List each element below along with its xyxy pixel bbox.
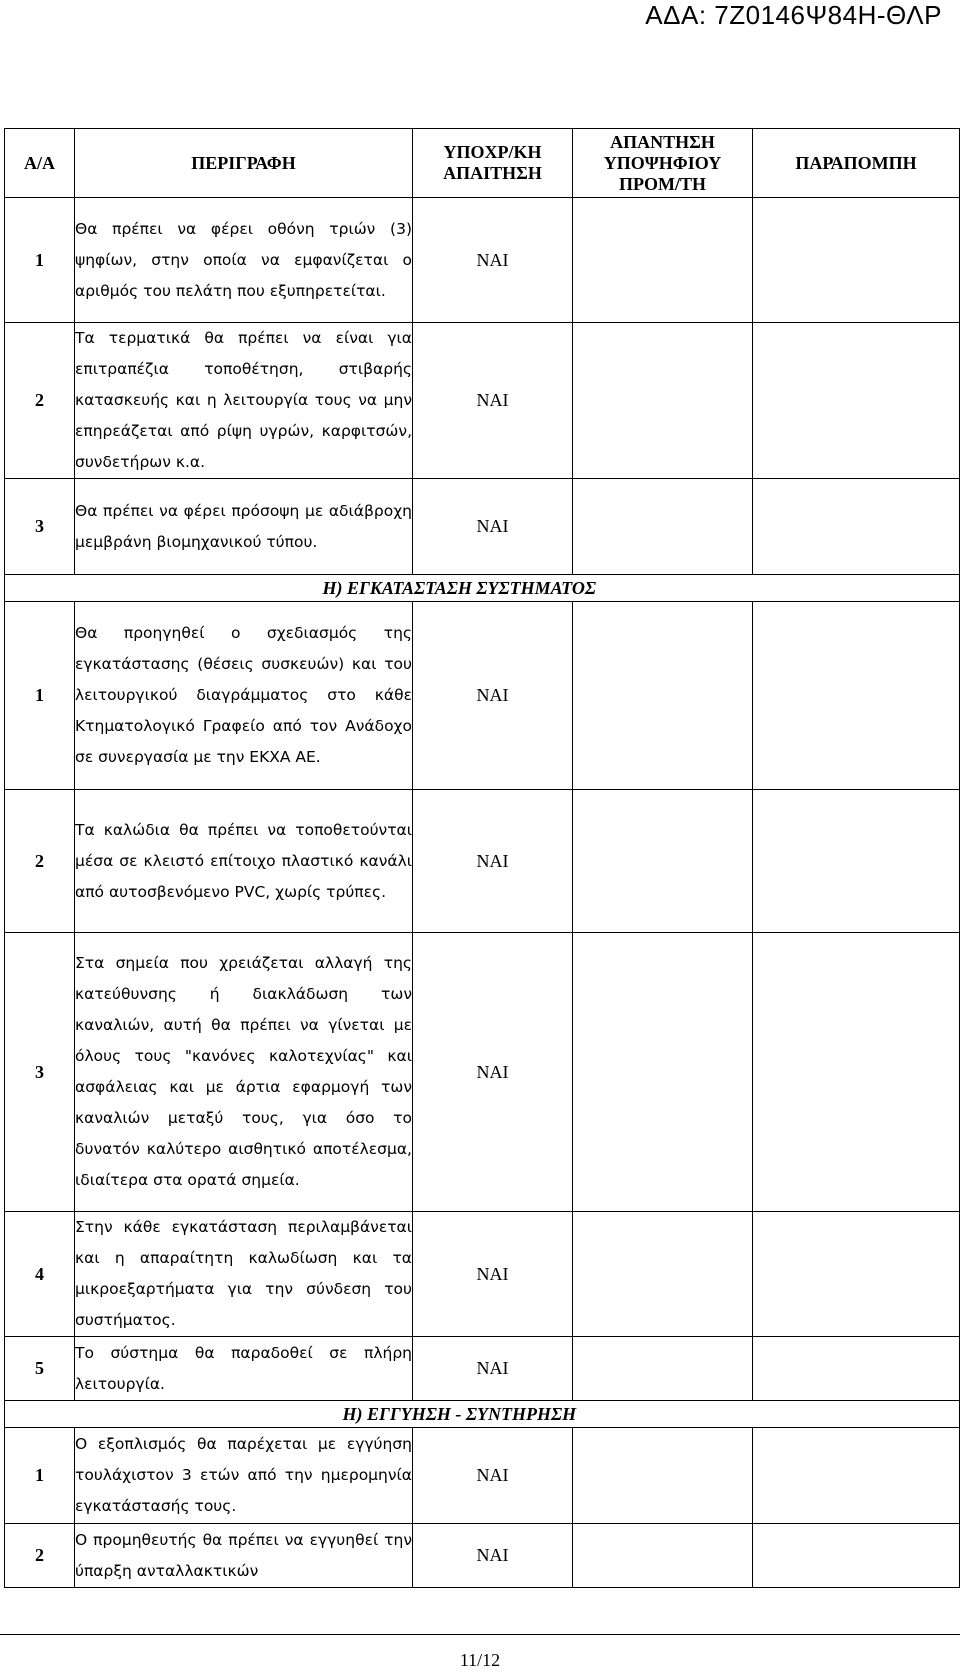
specifications-table bbox=[4, 128, 960, 1588]
table-row bbox=[5, 602, 960, 790]
row-reference-cell bbox=[753, 198, 960, 323]
row-description: Στην κάθε εγκατάσταση περιλαμβάνεται και η απαραίτητη καλωδίωση και τα μικροεξαρτήματα για την σύνδεση του συστήματος. bbox=[75, 1212, 413, 1337]
row-description: Ο εξοπλισμός θα παρέχεται με εγγύηση τουλάχιστον 3 ετών από την ημερομηνία εγκατάστασής τους. bbox=[75, 1428, 413, 1524]
row-answer-cell bbox=[573, 933, 753, 1212]
table-row bbox=[5, 1524, 960, 1588]
row-requirement: ΝΑΙ bbox=[413, 1212, 573, 1337]
row-reference-cell bbox=[753, 1212, 960, 1337]
table-row bbox=[5, 198, 960, 323]
row-number: 2 bbox=[5, 1524, 75, 1588]
row-reference-cell bbox=[753, 602, 960, 790]
section-title-text: Η) ΕΓΓΥΗΣΗ - ΣΥΝΤΗΡΗΣΗ bbox=[342, 1403, 577, 1424]
row-description: Ο προμηθευτής θα πρέπει να εγγυηθεί την ύπαρξη ανταλλακτικών bbox=[75, 1524, 413, 1588]
row-reference-cell bbox=[753, 1524, 960, 1588]
row-requirement: ΝΑΙ bbox=[413, 1524, 573, 1588]
row-answer-cell bbox=[573, 1428, 753, 1524]
row-answer-cell bbox=[573, 323, 753, 479]
row-number: 3 bbox=[5, 479, 75, 575]
row-reference-cell bbox=[753, 790, 960, 933]
row-requirement: ΝΑΙ bbox=[413, 790, 573, 933]
row-description: Στα σημεία που χρειάζεται αλλαγή της κατεύθυνσης ή διακλάδωση των καναλιών, αυτή θα πρέπει να γίνεται με όλους τους "κανόνες καλοτεχνίας" και ασφάλειας και με άρτια εφαρμογή των καναλιών μεταξύ τους, για όσο το δυνατόν καλύτερο αισθητικό αποτέλεσμα, ιδιαίτερα στα ορατά σημεία. bbox=[75, 933, 413, 1212]
table-row bbox=[5, 1337, 960, 1401]
section-row bbox=[5, 575, 960, 602]
section-row bbox=[5, 1401, 960, 1428]
section-title-installation bbox=[322, 575, 960, 602]
row-description: Το σύστημα θα παραδοθεί σε πλήρη λειτουργία. bbox=[75, 1337, 413, 1401]
table-row bbox=[5, 323, 960, 479]
row-number: 1 bbox=[5, 198, 75, 323]
row-reference-cell bbox=[753, 479, 960, 575]
row-description: Θα πρέπει να φέρει πρόσοψη με αδιάβροχη μεμβράνη βιομηχανικού τύπου. bbox=[75, 479, 413, 575]
row-description: Τα καλώδια θα πρέπει να τοποθετούνται μέσα σε κλειστό επίτοιχο πλαστικό κανάλι από αυτοσβενόμενο PVC, χωρίς τρύπες. bbox=[75, 790, 413, 933]
row-number: 1 bbox=[5, 602, 75, 790]
row-number: 5 bbox=[5, 1337, 75, 1401]
row-requirement: ΝΑΙ bbox=[413, 933, 573, 1212]
ada-watermark: ΑΔΑ: 7Ζ0146Ψ84Η-ΘΛΡ bbox=[645, 0, 942, 30]
row-answer-cell bbox=[573, 1212, 753, 1337]
table-row bbox=[5, 933, 960, 1212]
row-description: Θα πρέπει να φέρει οθόνη τριών (3) ψηφίων, στην οποία να εμφανίζεται ο αριθμός του πελάτη που εξυπηρετείται. bbox=[75, 198, 413, 323]
row-requirement: ΝΑΙ bbox=[413, 323, 573, 479]
row-answer-cell bbox=[573, 1524, 753, 1588]
row-requirement: ΝΑΙ bbox=[413, 479, 573, 575]
table-row bbox=[5, 790, 960, 933]
footer-divider bbox=[0, 1634, 960, 1635]
row-answer-cell bbox=[573, 790, 753, 933]
header-reference: ΠΑΡΑΠΟΜΠΗ bbox=[753, 129, 960, 198]
row-reference-cell bbox=[753, 1337, 960, 1401]
table-row bbox=[5, 1212, 960, 1337]
row-requirement: ΝΑΙ bbox=[413, 602, 573, 790]
row-reference-cell bbox=[753, 1428, 960, 1524]
header-aa: Α/Α bbox=[5, 129, 75, 198]
row-description: Θα προηγηθεί ο σχεδιασμός της εγκατάστασης (θέσεις συσκευών) και του λειτουργικού διαγράμματος στο κάθε Κτηματολογικό Γραφείο από τον Ανάδοχο σε συνεργασία με την ΕΚΧΑ ΑΕ. bbox=[75, 602, 413, 790]
table-row bbox=[5, 1428, 960, 1524]
row-answer-cell bbox=[573, 602, 753, 790]
table-header-row bbox=[5, 129, 960, 198]
header-answer: ΑΠΑΝΤΗΣΗ ΥΠΟΨΗΦΙΟΥ ΠΡΟΜ/ΤΗ bbox=[573, 129, 753, 198]
row-number: 1 bbox=[5, 1428, 75, 1524]
row-answer-cell bbox=[573, 479, 753, 575]
page-number: 11/12 bbox=[459, 1650, 501, 1670]
row-number: 4 bbox=[5, 1212, 75, 1337]
row-number: 2 bbox=[5, 323, 75, 479]
row-requirement: ΝΑΙ bbox=[413, 198, 573, 323]
section-title-text: Η) ΕΓΚΑΤΑΣΤΑΣΗ ΣΥΣΤΗΜΑΤΟΣ bbox=[322, 577, 596, 598]
row-number: 2 bbox=[5, 790, 75, 933]
header-description: ΠΕΡΙΓΡΑΦΗ bbox=[75, 129, 413, 198]
row-requirement: ΝΑΙ bbox=[413, 1428, 573, 1524]
row-reference-cell bbox=[753, 933, 960, 1212]
row-requirement: ΝΑΙ bbox=[413, 1337, 573, 1401]
section-title-warranty bbox=[342, 1401, 960, 1428]
row-number: 3 bbox=[5, 933, 75, 1212]
row-description: Τα τερματικά θα πρέπει να είναι για επιτραπέζια τοποθέτηση, στιβαρής κατασκευής και η λειτουργία τους να μην επηρεάζεται από ρίψη υγρών, καρφιτσών, συνδετήρων κ.α. bbox=[75, 323, 413, 479]
table-row bbox=[5, 479, 960, 575]
row-answer-cell bbox=[573, 1337, 753, 1401]
header-requirement: ΥΠΟΧΡ/ΚΗ ΑΠΑΙΤΗΣΗ bbox=[413, 129, 573, 198]
row-reference-cell bbox=[753, 323, 960, 479]
row-answer-cell bbox=[573, 198, 753, 323]
